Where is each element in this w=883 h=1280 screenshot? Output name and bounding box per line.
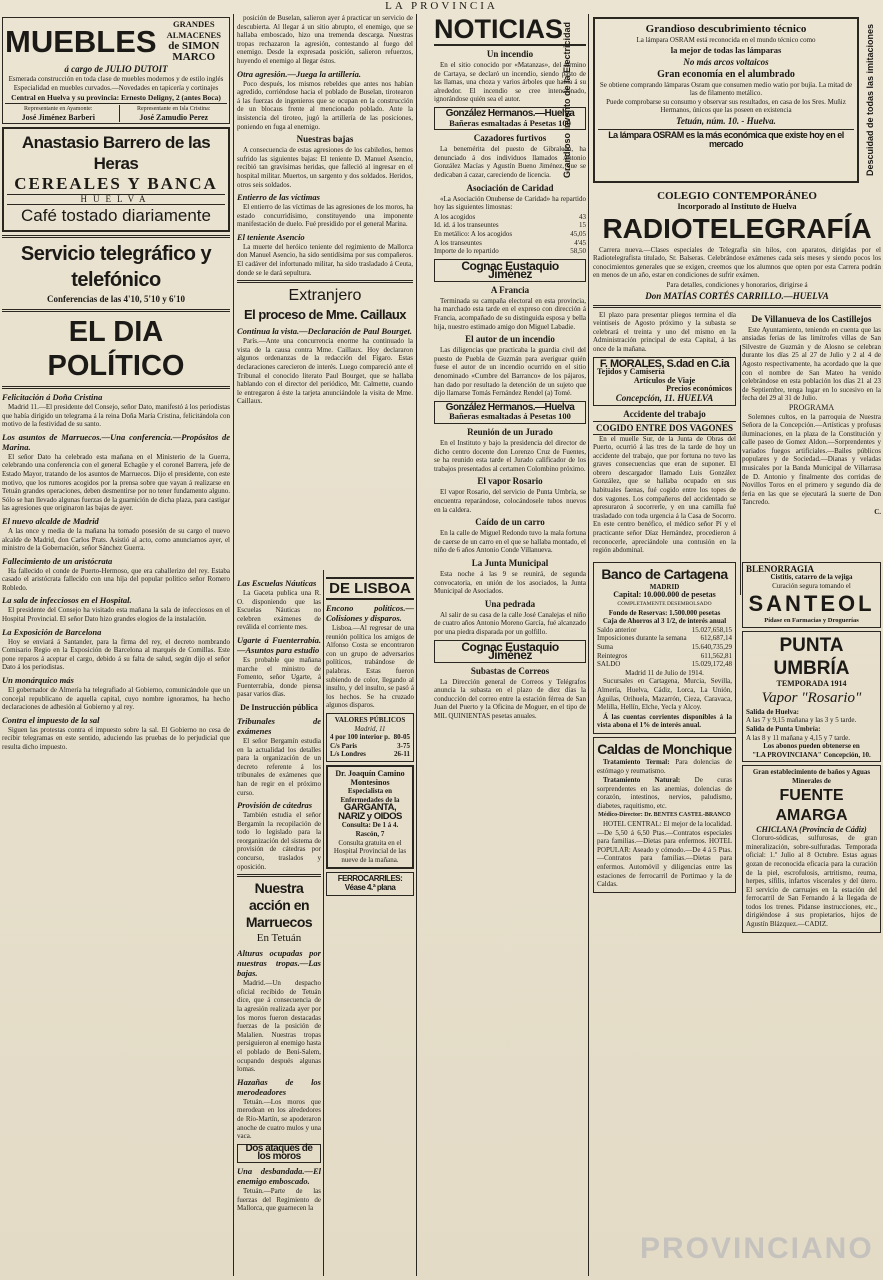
radio-info: Para detalles, condiciones y honorarios, dirigirse á [666, 280, 808, 289]
rep-ayamonte-label: Representante en Ayamonte: [24, 106, 93, 113]
article-body: Madrid 11.—El presidente del Consejo, señor Dato, manifestó á los periodistas que había dirigido un telegrama á la reina Doña María Cristina, felicitándola con motivo de la festividad de su santo. [2, 402, 230, 429]
article-head: El teniente Asencio [237, 231, 305, 242]
muebles-address: Central en Huelva y su provincia: Ernesto Deligny, 2 (antes Boca) [11, 93, 221, 103]
table-row [597, 660, 732, 669]
article-head: Hazañas de los merodeadores [237, 1076, 321, 1097]
article-body: «La Asociación Onubense de Caridad» ha repartido hoy las siguientes limosnas: [434, 194, 586, 212]
gonzalez-tag: Bañeras esmaltadas á Pesetas 100 [449, 411, 571, 422]
montesinos-hours: Consulta: De 1 á 4. Rascón, 7 [341, 821, 399, 839]
ad-gonzalez-2 [434, 401, 586, 424]
osram-vertical-text: Descuidad de todas las imitaciones [865, 23, 875, 176]
caridad-key: En metálico: A los acogidos [434, 229, 513, 238]
article-head: Ugarte á Fuenterrabía.—Asuntos para estudio [237, 634, 321, 655]
table-row [434, 221, 586, 230]
banco-val: 15.640,735,29 [691, 642, 732, 651]
article-body: Ha fallecido el conde de Puerto-Hermoso, que era caballerizo del rey. Estaba casado el aristócrata fallecido con una hija del popular político señor Romero Robledo. [2, 566, 230, 592]
valores-key: C/s Paris [330, 741, 358, 750]
muebles-store: GRANDES ALMACENES [166, 19, 221, 40]
table-row [330, 742, 410, 751]
rep-isla-label: Representante en Isla Cristina: [136, 106, 211, 113]
banco-val: 15.029,172,48 [691, 660, 732, 669]
article-body: Tetuán.—Los moros que merodean en los alrededores de Río-Martín, se apoderaron anoche de cuatro mulos y una vaca. [237, 1097, 321, 1141]
muebles-line2: Especialidad en muebles curvados.—Novedades en tapicería y cortinajes [13, 83, 219, 92]
monchique-t1b: Para dolencias de estómago y reumatismo. [597, 757, 733, 775]
villanueva-sign: C. [874, 508, 881, 517]
ad-osram [593, 17, 859, 183]
ferrocarriles-notice: FERROCARRILES: Véase 4.ª plana [326, 872, 414, 895]
article-head: Contra el impuesto de la sal [2, 714, 100, 725]
montesinos-spec: Especialista en Enfermedades de la [340, 787, 400, 804]
article-body: El presidente del Consejo ha visitado esta mañana la sala de infecciosos en el Hospital Provincial. El señor Dato hizo grandes elogios de la instalación. [2, 606, 230, 624]
column-rule [416, 14, 417, 1276]
article-head: Continua la vista.—Declaración de Paul Bourget. [237, 326, 412, 337]
caridad-key: A los acogidos [434, 212, 476, 221]
monchique-t2b: De curas sorprendentes en las anemias, dolencias de corazón, intestinos, nervios, paludismo, diabetes, raquitismo, etc. [597, 776, 733, 810]
osram-l4: Gran economía en el alumbrado [657, 68, 795, 80]
article-body: Las diligencias que practicaba la guardia civil del puesto de Puebla de Guzmán para averiguar quién fuese el autor de un incendio ocurrido en el sitio denominado «Cumbre del Barranco» de los pájaros, han dado por resultado la detención de un sujeto que dijo llamarse Tomás Fernández Rendel (a) Tomé. [434, 346, 586, 398]
article-head: El autor de un incendio [465, 334, 555, 345]
banco-city: MADRID [649, 582, 680, 591]
banco-key: Suma [597, 642, 613, 651]
banco-val: 612,687,14 [700, 634, 732, 643]
rep-isla: José Zamudio Perez [139, 112, 209, 122]
caridad-val: 43 [579, 212, 586, 221]
programa-head: PROGRAMA [788, 402, 835, 412]
osram-addr: Tetuán, núm. 10. - Huelva. [676, 115, 776, 126]
dia-politico-title: EL DIA POLÍTICO [47, 315, 185, 382]
monchique-title: Caldas de Monchique [597, 740, 732, 757]
tetuan-title: En Tetuán [256, 932, 302, 945]
punta-l2: A las 7 y 9,15 mañana y las 3 y 5 tarde. [746, 716, 857, 725]
intro-text: posición de Buselan, salieron ayer á practicar un servicio de descubierta. Al llegar á un sitio abrupto, el enemigo, que se hallaba emboscado, hizo una tremenda descarga. Nuestras tropas rechazaron la agresión, contestando al fuego del enemigo. Desde la expresada posición, salieron refuerzos, huyendo el enemigo al llegar éstos. [237, 14, 413, 65]
valores-val: 26-11 [394, 750, 410, 759]
article-head: El vapor Rosario [477, 476, 543, 487]
banco-val: 15.027,658,15 [691, 625, 732, 634]
article-body: Madrid.—Un despacho oficial recibido de Tetuán dice, que á consecuencia de la agresión realizada ayer por los moros fueron destacadas fuerzas de la posición de Malalien. Nuestras tropas persiguieron al enemigo hasta el poblado de Beni-Salem, ocupando después algunas lomas. [237, 979, 321, 1074]
punta-l3: Salida de Punta Umbría: [746, 724, 821, 733]
ad-punta-umbria [742, 631, 881, 762]
article-body: El señor Dato ha celebrado esta mañana en el Ministerio de la Guerra, celebrando una conferencia con el general Echagüe y el coronel Barrera, jefe de Estado Mayor, tratando de los asuntos de Marruecos. Dijo el presidente, con este motivo, que los rumores acogidos por la prensa sobre que vayan á realizarse en Tetuán grandes operaciones, deben desmentirse por no tener fundamento alguno. Sólo se han llevado algunas fuerzas de la guarnición de dicha plaza, para castigar las agresiones que originaron las bajas de ayer. [2, 452, 230, 513]
table-row [434, 213, 586, 222]
article-head: De Instrucción pública [240, 702, 318, 712]
ad-fuente-amarga [742, 765, 881, 932]
ad-anastasio [2, 127, 230, 232]
banco-key: Imposiciones durante la semana [597, 634, 687, 643]
column-rule [233, 14, 234, 1276]
punta-l5: Los abonos pueden obtenerse en [763, 742, 860, 751]
article-body: También estudia el señor Bergamín la recopilación de todo lo legislado para la reorganización del sistema de provisión de cátedras por concurso, traslados y oposición. [237, 811, 321, 871]
cognac-name: Cognac Eustaquio Jiménez [461, 639, 559, 663]
banco-ahorros: Caja de Ahorros al 3 1/2, de interés anual [602, 617, 727, 626]
morales-l1: Tejidos y Camisería [597, 367, 665, 377]
article-head: El nuevo alcalde de Madrid [2, 515, 99, 526]
muebles-owner: de SIMON MARCO [168, 40, 220, 63]
punta-l1: Salida de Huelva: [746, 707, 799, 716]
osram-l6: Puede comprobarse su consumo y observar sus resultados, en casa de los Sres. Muñiz Hermanos, únicos que las poseen en existencia [606, 97, 846, 115]
caridad-key: Id. id. á los transeuntes [434, 221, 499, 230]
banco-sucursales: Sucursales en Cartagena, Murcia, Sevilla, Almería, Huelva, Cádiz, Lorca, La Unión, Águilas, Orihuela, Mazarrón, Cieza, Caravaca, Melilla, Hellín, Elche, Yecla y Alcoy. [597, 677, 732, 712]
article-head: Subastas de Correos [470, 665, 550, 676]
banco-capital-sub: COMPLETAMENTE DESEMBOLSADO [617, 601, 712, 607]
article-body: Siguen las protestas contra el impuesto sobre la sal. El Gobierno no cesa de recibir telegramas en este sentido, aduciendo las pruebas de lo perjudicial que resulta dicho impuesto. [2, 725, 230, 751]
osram-l1: La lámpara OSRAM está reconocida en el mundo técnico como [636, 36, 816, 44]
punta-title: PUNTA UMBRÍA [773, 635, 850, 680]
column-mid-left [237, 575, 321, 1275]
article-head: La Junta Municipal [471, 557, 549, 568]
article-body: El gobernador de Almería ha telegrafiado al Gobierno, comunicándole que un concejal republicano de aquella capital, cuyo nombre ignoramos, ha hecho declaraciones de adhesión al Gobierno y al rey. [2, 686, 230, 712]
osram-l2: la mejor de todas las lámparas [670, 44, 782, 55]
article-body: El entierro de las víctimas de las agresiones de los moros, ha estado concurridísimo, constituyendo una imponente manifestación de duelo. Fué presidido por el general Marina. [237, 203, 413, 229]
servicio-subtitle: Conferencias de las 4'10, 5'10 y 6'10 [46, 293, 186, 304]
masthead: LA PROVINCIA [385, 0, 498, 12]
column-rule [588, 14, 589, 1276]
villanueva-head: De Villanueva de los Castillejos [751, 313, 872, 324]
article-head: Encono políticos.—Colisiones y disparos. [326, 603, 414, 623]
cognac-name: Cognac Eustaquio Jiménez [461, 258, 559, 282]
caridad-table [434, 213, 586, 256]
muebles-line1: Esmerada construcción en toda clase de muebles modernos y de estilo inglés [8, 75, 224, 83]
article-head: Caído de un carro [475, 517, 545, 528]
muebles-title: MUEBLES [5, 23, 157, 59]
monchique-t2: Tratamiento Natural: [603, 776, 681, 785]
banco-key: Saldo anterior [597, 625, 637, 634]
article-body: La muerte del heróico teniente del regimiento de Mallorca don Manuel Asencio, ha sido sentidísima por sus compañeros. El cadáver del infortunado militar, ha sido trasladado á Ceuta, donde se le dará sepultura. [237, 242, 413, 277]
right-lower-right [742, 559, 881, 936]
anastasio-name: Anastasio Barrero de las Heras [21, 133, 211, 174]
article-head: Fallecimiento de un aristócrata [2, 555, 113, 566]
article-head: Felicitación á Doña Cristina [2, 391, 103, 402]
right-subcol-right [742, 311, 881, 556]
punta-sub: TEMPORADA 1914 [776, 679, 847, 689]
banco-capital: Capital: 10.000.000 de pesetas [613, 590, 716, 600]
article-head: Un monárquico más [2, 675, 74, 686]
column-left [2, 14, 230, 1278]
library-stamp: PROVINCIANO [640, 1232, 874, 1265]
column-rule [323, 570, 324, 1276]
right-subcol-left [593, 311, 736, 556]
table-row [434, 230, 586, 239]
caridad-val: 45,05 [570, 229, 586, 238]
caridad-key: Importe de lo repartido [434, 247, 499, 256]
article-head: Las Escuelas Náuticas [237, 578, 317, 588]
amarga-title: FUENTE AMARGA [775, 786, 848, 824]
article-body: Es probable que mañana marche el ministro de Fomento, señor Ugarte, á Fuenterrabía, donde piensa pasar varios días. [237, 655, 321, 699]
article-body: La benemérita del puesto de Gibraleón, ha denunciado á dos individuos llamados Antonio González Macías y Agustín Bueno Jiménez, que se dedicaban á cazar, careciendo de licencia. [434, 145, 586, 179]
pliegos-text: El plazo para presentar pliegos termina el día veintiseis de Agosto próximo y la subasta se celebrará el treinta y uno del mismo en la Administración principal de esta Capital, á las once de la mañana. [593, 310, 736, 353]
accidente-body: En el muelle Sur, de la Junta de Obras del Puerto, ocurrió á las tres de la tarde de hoy un accidente del trabajo, que por fortuna no tuvo las graves consecuencias que eran de suponer. El obrero descargador llamado Luis González González, que se hallaba ocupado en sus habituales faenas, fué cogido entre los topes de dos vagones. Los compañeros del accidentado se apresuraron á socorrerle, y en una camilla fué trasladado con toda urgencia á la Casa de Socorro. En este centro benéfico, el médico señor Pí y el practicante señor Díaz Hernández, procedieron á reconocerle, apreciándole una contusión en la región abdominal. [593, 434, 736, 555]
article-head: Los asuntos de Marruecos.—Una conferencia.—Propósitos de Marina. [2, 431, 230, 452]
article-body: Al salir de su casa de la calle José Canalejas el niño de cuatro años Antonio Moreno García, fué alcanzado por una piedra disparada por un golfillo. [434, 610, 586, 636]
caridad-val: 4'45 [574, 238, 586, 247]
article-body: El señor Bergamín estudia en la actualidad los detalles para la organización de un decreto referente á los tribunales de exámenes que han de regir en el próximo curso. [237, 736, 321, 797]
valores-sub: Madrid, 11 [354, 724, 386, 733]
caridad-val: 15 [579, 221, 586, 230]
article-body: La Gaceta publica una R. O. disponiendo que las Escuelas Náuticas no celebren exámenes de reválida el corriente mes. [237, 589, 321, 632]
banco-key: Reintegros [597, 651, 628, 660]
table-row [597, 626, 732, 635]
noticias-title: NOTICIAS [434, 14, 586, 46]
article-head: Tribunales de exámenes [237, 715, 321, 736]
ad-morales [593, 357, 736, 406]
anastasio-slogan: Café tostado diariamente [21, 205, 211, 225]
gonzalez-name: González Hermanos.—Huelva [445, 107, 575, 119]
morales-name: F. MORALES, S.dad en C.ia [599, 357, 730, 370]
article-head: La sala de infecciosos en el Hospital. [2, 595, 132, 606]
osram-title: Grandioso descubrimiento técnico [645, 23, 807, 35]
blenorragia-cur: Curación segura tomando el [772, 582, 851, 590]
valores-val: 3-75 [397, 741, 410, 750]
table-row [330, 733, 410, 742]
article-body: Esta noche á las 9 se reunirá, de segunda convocatoria, en unión de los asociados, la Junta Municipal de Asociados. [434, 569, 586, 596]
noticias-vertical-text: Grandioso invento de la Electricidad [562, 21, 572, 178]
column-third [434, 14, 586, 1278]
blenorragia-head: BLENORRAGIA [746, 563, 815, 574]
caillaux-title: El proceso de Mme. Caillaux [243, 307, 407, 323]
colegio-sub: Incorporado al Instituto de Huelva [677, 202, 797, 211]
article-body: A las once y media de la mañana ha tomado posesión de su cargo el nuevo alcalde de Madrid, don Carlos Prats. Asistió al acto, como anunciamos ayer, el ministro de la Gobernación, señor Sánchez Guerra. [2, 526, 230, 553]
article-body: Tetuán.—Parte de las fuerzas del Regimiento de Mallorca, que guarnecen la [237, 1186, 321, 1213]
article-head: Una pedrada [484, 598, 536, 609]
morales-l2: Artículos de Viaje [633, 375, 696, 385]
osram-l5: Se obtiene comprando lámparas Osram que consumen medio watio por bujía. La mitad de las de filamento metálico. [599, 80, 853, 98]
ad-montesinos [326, 765, 414, 870]
montesinos-name: Dr. Joaquín Camino Montesinos [335, 768, 405, 787]
lisboa-title: DE LISBOA [326, 577, 414, 600]
ataques-bar: Dos ataques de los moros [237, 1144, 321, 1163]
ad-blenorragia [742, 562, 881, 628]
article-list-left [2, 392, 230, 752]
valores-val: 80-05 [393, 733, 410, 742]
anastasio-products: CEREALES Y BANCA [14, 174, 218, 194]
article-body: El vapor Rosario, del servicio de Punta Umbría, se encuentra reparándose, colocándosele tubos nuevos en la caldera. [434, 488, 586, 514]
colegio-title: COLEGIO CONTEMPORÁNEO [657, 190, 817, 202]
muebles-manager: á cargo de JULIO DUTOIT [64, 64, 168, 74]
article-head: Un incendio [486, 49, 534, 59]
banco-date: Madrid 11 de Julio de 1914. [625, 668, 704, 677]
osram-bottom: La lámpara OSRAM es la más económica que existe hoy en el mercado [598, 129, 854, 148]
banco-table [597, 626, 732, 669]
article-body: Terminada su campaña electoral en esta provincia, ha marchado esta tarde en el expreso con dirección á Francia, acompañado de su distinguida esposa y bella hija, nuestro estimado amigo don Miguel Labadie. [434, 296, 586, 331]
article-head: Nuestras bajas [296, 134, 354, 145]
punta-l6: "LA PROVINCIANA" Concepción, 10. [752, 750, 871, 759]
radio-name: Don MATÍAS CORTÉS CARRILLO.—HUELVA [645, 290, 829, 301]
banco-val: 611,562,81 [700, 651, 732, 660]
banco-note: Á las cuentas corrientes disponibles á la vista abona el 1% de interés anual. [597, 712, 732, 730]
article-head: Entierro de las víctimas [237, 192, 320, 203]
accidente-head: Accidente del trabajo [623, 408, 706, 419]
valores-title: VALORES PÚBLICOS [334, 715, 406, 724]
article-body: En el sitio conocido por «Matanzas», del término de Cartaya, se declaró un incendio, siendo pasto de las llamas, una choza y varios árboles que había á su alrededor. El incendio se cree intencionado, ignorándose quién sea el autor. [434, 61, 586, 104]
valores-table [330, 733, 410, 759]
article-body: Lisboa.—Al regresar de una reunión política los amigos de Alfonso Costa se encontraron con un grupo de adversarios políticos, trabándose de palabras. Estas fueron subiendo de color, llegando al insulto, y del insulto, se pasó á los hechos. Se ha cruzado algunos disparos. [326, 624, 414, 710]
caridad-key: A los transeuntes [434, 238, 482, 247]
column-mid-right [326, 575, 414, 1275]
article-body: Poco después, los mismos rebeldes que antes nos habían agredido, corriéndose hacia el poblado de Buselan, tirotearon á las fuerzas de ingenieros que se ocupan en la construcción de un blocaus frente al mencionado poblado. Ante la insistencia del tiroteo, jugó la artillería de las posiciones, poniendo en fuga al enemigo. [237, 79, 413, 131]
article-body: Hoy se enviará á Santander, para la firma del rey, el decreto nombrando Comisario Regio en la Exposición de Barcelona al marqués de Comillas. Este pone reparos á aceptar el cargo, debido á su falta de salud, según dijo el señor Dato á los periodistas. [2, 637, 230, 672]
valores-key: 4 por 100 interior p. [330, 733, 390, 742]
punta-vapor: Vapor "Rosario" [761, 689, 862, 706]
article-head: Reunión de un Jurado [467, 427, 553, 437]
table-row [597, 634, 732, 643]
column-second-upper [237, 14, 413, 570]
morales-l3: Precios económicos [666, 384, 732, 394]
article-body: París.—Ante una concurrencia enorme ha continuado la vista de la causa contra Mme. Caillaux. Hoy declararon algunos ordenanzas de la redacción del Fígaro. Estas declaraciones carecieron de interés. Luego compareció ante el Tribunal el conocido literato Paul Bourget, que se hallaba hablando con el director del periódico, Mr. Calmette, cuando le entregaron á éste la tarjeta anunciándole la visita de Mme. Caillaux. [237, 337, 413, 406]
amarga-top: Gran establecimiento de baños y Aguas Minerales de [752, 768, 871, 785]
monchique-medico: Médico-Director: Dr. BENTES CASTEL-BRANCO [598, 812, 731, 819]
table-row [434, 239, 586, 248]
morales-addr: Concepción, 11. HUELVA [615, 392, 714, 403]
article-body: A consecuencia de estas agresiones de los cabileños, hemos sufrido las siguientes bajas: El teniente D. Manuel Asencio, recibió tan gravísimas heridas, que falleció al ingresar en el hospital militar. Muertos, un sargento y dos soldados. Heridos, otros seis soldados. [237, 146, 413, 189]
punta-l4: A las 8 y 11 mañana y 4,15 y 7 tarde. [746, 733, 850, 742]
amarga-sub: CHICLANA (Provincia de Cádiz) [756, 824, 867, 834]
osram-l3: No más arcos voltaicos [683, 56, 769, 67]
accidente-sub: COGIDO ENTRE DOS VAGONES [593, 421, 736, 435]
caridad-val: 58,50 [570, 247, 586, 256]
article-head: La Exposición de Barcelona [2, 626, 102, 637]
table-row [330, 750, 410, 759]
column-right [593, 14, 881, 1278]
ad-monchique [593, 737, 736, 893]
banco-title: Banco de Cartagena [601, 565, 728, 582]
article-head: Provisión de cátedras [237, 800, 313, 811]
banco-key: SALDO [597, 660, 621, 669]
table-row [597, 643, 732, 652]
montesinos-note: Consulta gratuita en el Hospital Provincial de las nueve de la mañana. [333, 838, 407, 864]
gonzalez-tag: Bañeras esmaltadas á Pesetas 100 [449, 117, 571, 128]
article-head: Alturas ocupadas por nuestras tropas.—Las bajas. [237, 948, 321, 979]
gonzalez-name: González Hermanos.—Huelva [445, 401, 575, 413]
santeol-where: Pídase en Farmacias y Droguerías [764, 616, 859, 624]
valores-table-box [326, 713, 414, 762]
article-head: Asociación de Caridad [466, 182, 554, 193]
ad-cognac-2 [434, 640, 586, 663]
right-lower-left [593, 559, 736, 936]
table-row [434, 247, 586, 256]
amarga-body: Cloruro-sódicas, sulfurosas, de gran mineralización, sobre-sulfuradas. Temporada oficial: 1.º Julio al 8 Octubre. Estas aguas gozan de reconocida eficacia para la curación de la piel, escrofulosis, artritismo, reuma, herpes, sífilis, infartos viscerales y del útero. El servicio de carruajes en la estación del ferrocarril de San Fernando á la llegada de todos los trenes. Pidanse instrucciones, etc., dirigiéndose á sus propietarios, hijos de Agustín Blázquez.—CADIZ. [746, 834, 877, 929]
extranjero-title: Extranjero [288, 287, 362, 305]
article-head: Otra agresión.—Juega la artillería. [237, 68, 361, 79]
anastasio-city: HUELVA [7, 194, 225, 205]
ad-muebles [2, 17, 230, 124]
villanueva-body2: Solemnes cultos, en la parroquia de Nuestra Señora de la Concepción.—Artísticas y profusas iluminaciones, en la plaza de la Constitución y calle paseo de Gomez Aldon.—Sorprendentes y variados fuegos artificiales.—Bailes públicos populares y de Sociedad.—Dianas y veladas musicales por la Banda Municipal de Villarrasa de D. Antonio y finalmente dos corridas de Novillos Toros en el primero y segundo día de feria en las que se ejecutará la suerte de Don Tancredo. [742, 412, 881, 507]
ad-cognac-1 [434, 259, 586, 282]
blenorragia-sub: Cistitis, catarro de la vejiga [770, 573, 853, 582]
monchique-hotel: HOTEL CENTRAL: El mejor de la localidad.—De 5,50 á 6,50 Ptas.—Contratos especiales para familias.—Dietas para enfermos. HOTEL POPULAR: Aseado y cómodo.—De 4 á 5 Ptas.—Contratos para familias.—Dietas para enfermos. Automóvil y diligencias entre las estaciones de ferrocarril de Portimao y la de Caldas. [597, 820, 733, 889]
radio-title: RADIOTELEGRAFÍA [602, 212, 872, 244]
article-head: A Francia [490, 284, 530, 295]
santeol-name: SANTEOL [748, 590, 875, 616]
servicio-title: Servicio telegráfico y telefónico [20, 242, 212, 291]
valores-key: L/s Londres [330, 750, 366, 759]
radio-body: Carrera nueva.—Clases especiales de Telegrafía sin hilos, con aparatos, dirigidas por el Radiotelegrafista titulado, Sr. Balseras. Celebrándose exámenes cada seis meses y siendo pocos los conocimientos generales que se exigen, creemos que los alumnos que opten por esta Carrera podrán en menos de un año, estar en condiciones de sufrir exámen. [593, 245, 881, 280]
article-head: Una desbandada.—El enemigo emboscado. [237, 1165, 321, 1186]
article-body: La Dirección general de Correos y Telégrafos anuncia la subasta en el plazo de diez días la conducción del correo entre la estación férrea de San Juan del Puerto y la Oficina de Moguer, en el tipo de MIL QUINIENTAS pesetas anuales. [434, 677, 586, 721]
table-row [597, 652, 732, 661]
banco-reservas: Fondo de Reservas: 1.500.000 pesetas [608, 608, 721, 617]
ad-banco [593, 562, 736, 734]
villanueva-body: Este Ayuntamiento, teniendo en cuenta que las ansiadas ferias de las limítrofes villas de San Silvestre de Guzmán y de Alosno se celebran durante los días 25 al 27 de Julio y 2 al 4 de Agosto respectivamente, ha acordado que la que con el nombre de San Mateo ha venido celebrándose en esta población los días 21 al 23 de Septiembre, tenga lugar en lo sucesivo en la fecha del 29 al 31 de Julio. [742, 325, 881, 403]
article-body: En el Instituto y bajo la presidencia del director de dicho centro docente don Lorenzo Cruz de Fuentes, se ha reunido esta tarde el Jurado calificador de los trabajos presentados al certamen Colombino próximo. [434, 439, 586, 473]
rep-ayamonte: José Jiménez Barberi [21, 112, 95, 122]
monchique-t1: Tratamiento Termal: [603, 757, 670, 766]
accion-title: Nuestra acción en Marruecos [245, 880, 313, 931]
article-head: Cazadores furtivos [473, 133, 547, 144]
montesinos-organs: GARGANTA, NARIZ y OIDOS [338, 802, 402, 822]
article-body: En la calle de Miguel Redondo tuvo la mala fortuna de caerse de un carro en el que se hallaba montado, el niño de 6 años Antonio Conde Villanueva. [434, 529, 586, 555]
